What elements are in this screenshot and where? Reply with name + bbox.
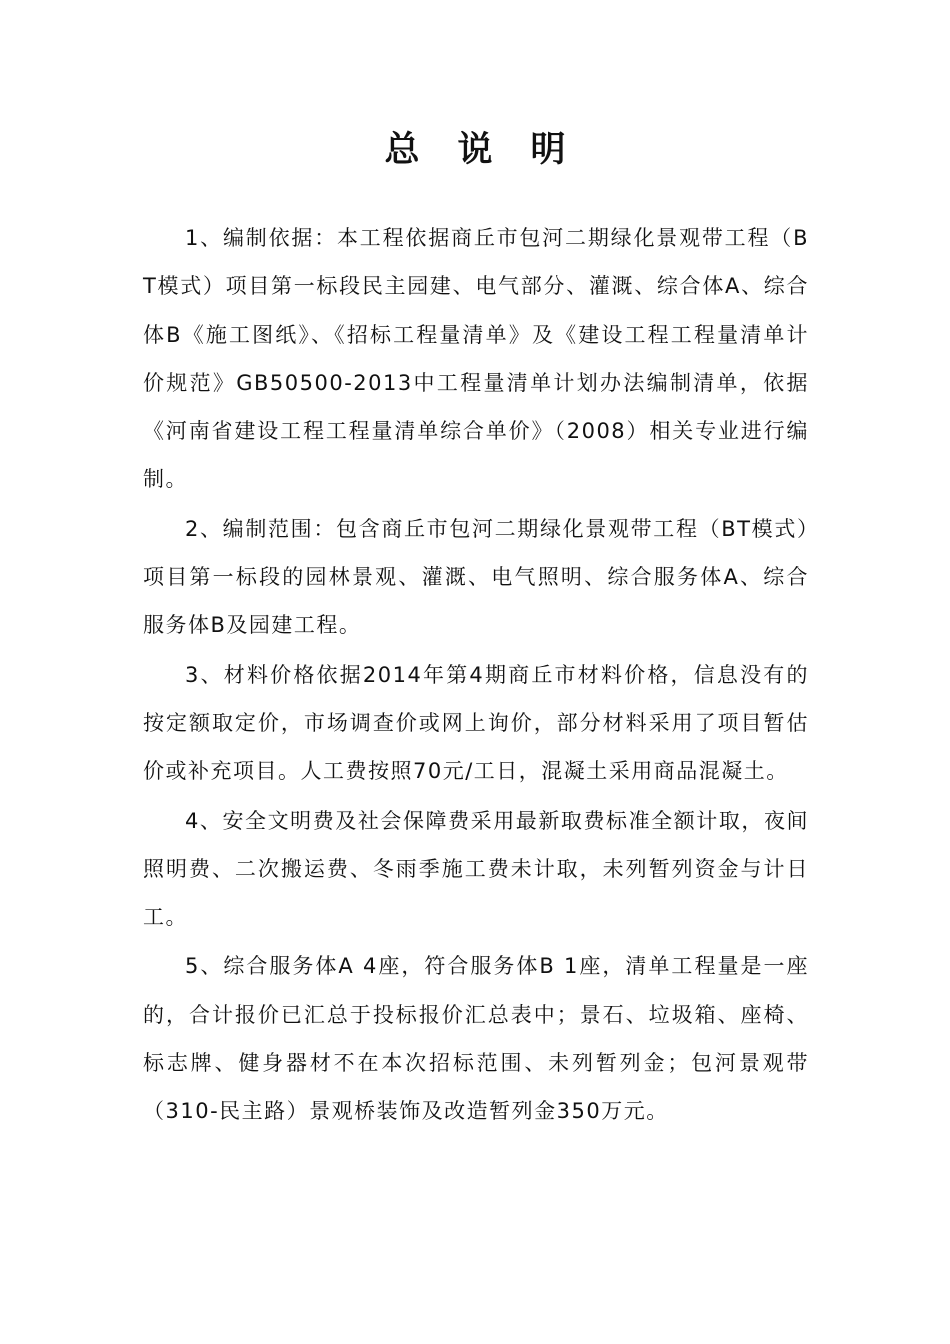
document-body <box>143 214 809 1137</box>
paragraph-material-prices: 3、材料价格依据2014年第4期商丘市材料价格，信息没有的按定额取定价，市场调查价或网上询价，部分材料采用了项目暂估价或补充项目。人工费按照70元/工日，混凝土采用商品混凝土。 <box>143 662 809 784</box>
paragraph-compilation-basis: 1、编制依据：本工程依据商丘市包河二期绿化景观带工程（BT模式）项目第一标段民主园建、电气部分、灌溉、综合体A、综合体B《施工图纸》、《招标工程量清单》及《建设工程工程量清单计价规范》GB50500-2013中工程量清单计划办法编制清单，依据《河南省建设工程工程量清单综合单价》（2008）相关专业进行编制。 <box>143 226 809 492</box>
paragraph-safety-fees: 4、安全文明费及社会保障费采用最新取费标准全额计取，夜间照明费、二次搬运费、冬雨季施工费未计取，未列暂列资金与计日工。 <box>143 808 809 930</box>
paragraph-service-buildings: 5、综合服务体A 4座，符合服务体B 1座，清单工程量是一座的，合计报价已汇总于投标报价汇总表中；景石、垃圾箱、座椅、标志牌、健身器材不在本次招标范围、未列暂列金；包河景观带（310-民主路）景观桥装饰及改造暂列金350万元。 <box>143 954 809 1124</box>
document-title: 总说明 <box>384 130 604 170</box>
paragraph-compilation-scope: 2、编制范围：包含商丘市包河二期绿化景观带工程（BT模式）项目第一标段的园林景观、灌溉、电气照明、综合服务体A、综合服务体B及园建工程。 <box>143 516 809 638</box>
